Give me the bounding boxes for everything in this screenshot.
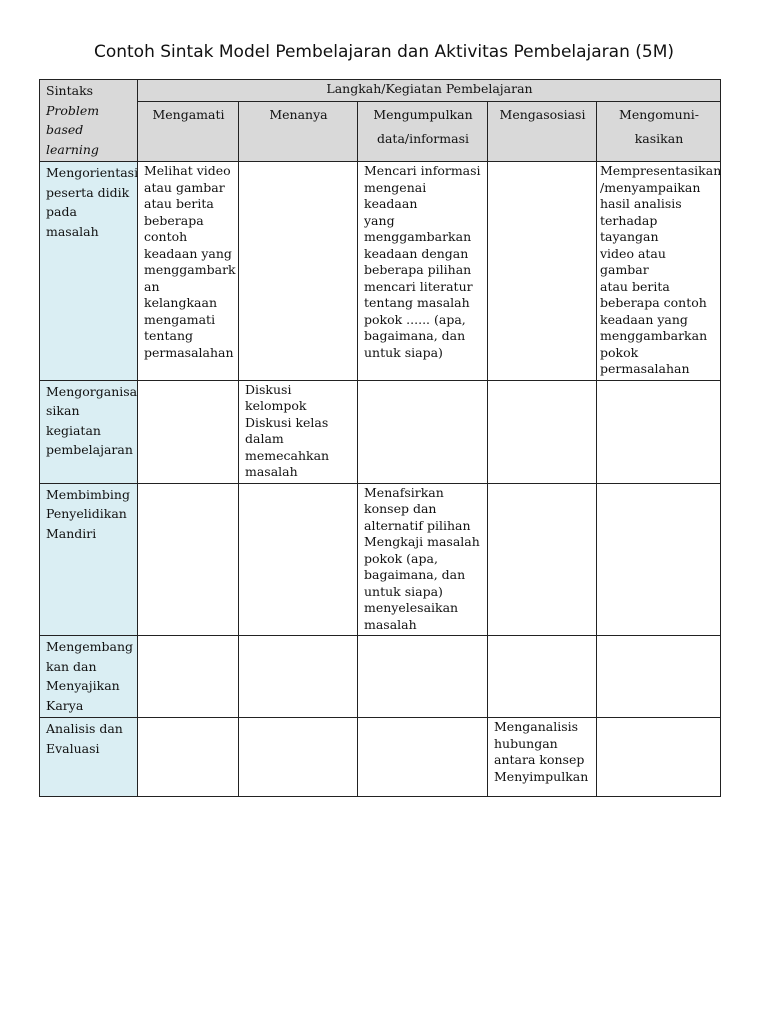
activity-cell: [597, 718, 721, 797]
table-row: [40, 162, 721, 381]
activity-line: pokok ...... (apa,: [364, 311, 466, 327]
column-header: [488, 101, 597, 161]
stage-cell: [40, 380, 138, 483]
activity-cell: [239, 718, 358, 797]
stage-line: pada masalah: [46, 204, 99, 239]
activity-cell: [138, 162, 239, 381]
activity-cell: [488, 718, 597, 797]
activity-line: dalam: [245, 431, 284, 446]
activity-cell: [138, 636, 239, 718]
activity-line: terhadap tayangan: [600, 212, 659, 244]
activity-line: keadaan yang: [600, 311, 688, 327]
column-header-line: Mengasosiasi: [499, 106, 586, 122]
activity-cell: [488, 636, 597, 718]
activity-line: Menyimpulkan: [494, 768, 589, 784]
stage-line: Mandiri: [46, 525, 97, 541]
activity-cell: [488, 483, 597, 636]
activity-line: Melihat video: [144, 163, 231, 178]
activity-line: tentang masalah: [364, 295, 470, 310]
stage-line: Mengembang: [46, 639, 134, 654]
column-header: [138, 101, 239, 161]
activity-line: Menganalisis: [494, 719, 579, 734]
activity-cell: [239, 380, 358, 483]
activity-line: kelompok: [245, 398, 307, 413]
column-header-line: kasikan: [634, 130, 684, 146]
table-row: [40, 636, 721, 718]
activity-line: menggambarkan: [364, 229, 472, 244]
stage-cell: [40, 162, 138, 381]
activity-line: /menyampaikan: [600, 179, 701, 195]
stage-line: Mengorganisa: [46, 383, 138, 399]
stage-line: Karya: [46, 697, 84, 713]
activity-cell: [597, 483, 721, 636]
activity-cell: [597, 636, 721, 718]
activity-line: mencari literatur: [364, 278, 473, 294]
activity-cell: [488, 162, 597, 381]
activity-line: tentang: [144, 328, 193, 343]
stage-cell: [40, 483, 138, 636]
activity-line: Diskusi: [245, 381, 292, 397]
activity-line: an kelangkaan: [144, 278, 218, 310]
sintaks-label: Sintaks: [46, 83, 94, 98]
activity-line: beberapa: [144, 212, 204, 228]
activity-line: pokok: [600, 344, 639, 360]
activity-line: yang: [364, 212, 395, 228]
activity-line: keadaan dengan: [364, 245, 469, 261]
sintaks-header-cell: [40, 80, 138, 162]
activity-line: antara konsep: [494, 752, 585, 767]
column-header: [358, 101, 488, 161]
activity-line: pokok (apa,: [364, 550, 438, 566]
model-label-line: learning: [46, 141, 99, 157]
activity-line: keadaan yang: [144, 245, 232, 261]
activity-line: untuk siapa): [364, 583, 443, 599]
activity-cell: [358, 380, 488, 483]
activity-line: mengamati: [144, 311, 216, 327]
activity-cell: [358, 718, 488, 797]
activity-line: permasalahan: [144, 344, 234, 360]
activity-line: untuk siapa): [364, 344, 443, 360]
table-row: [40, 483, 721, 636]
activity-line: Mengkaji masalah: [364, 534, 480, 549]
activity-line: Diskusi kelas: [245, 414, 329, 430]
stage-line: Penyelidikan: [46, 506, 127, 521]
activity-line: hasil analisis: [600, 196, 682, 211]
activity-line: video atau gambar: [600, 245, 666, 277]
activity-line: menggambark: [144, 262, 236, 277]
activity-line: bagaimana, dan: [364, 328, 466, 343]
stage-cell: [40, 718, 138, 797]
syntax-table: [39, 79, 721, 797]
column-header: [239, 101, 358, 161]
stage-line: sikan kegiatan: [46, 403, 101, 438]
stage-line: Analisis dan: [46, 721, 123, 736]
activity-cell: [488, 380, 597, 483]
stage-line: Evaluasi: [46, 740, 100, 756]
activity-cell: [239, 636, 358, 718]
activity-cell: [239, 162, 358, 381]
page-title: Contoh Sintak Model Pembelajaran dan Aktivitas Pembelajaran (5M): [93, 42, 675, 62]
activity-cell: [358, 636, 488, 718]
activity-cell: [358, 483, 488, 636]
activity-line: mengenai keadaan: [364, 179, 427, 211]
stage-cell: [40, 636, 138, 718]
activity-cell: [239, 483, 358, 636]
activity-cell: [138, 483, 239, 636]
table-row: [40, 718, 721, 797]
activity-line: menyelesaikan: [364, 600, 459, 615]
activity-line: atau gambar: [144, 179, 225, 195]
activity-line: atau berita: [600, 278, 670, 294]
activity-line: Menafsirkan: [364, 484, 444, 500]
column-header-line: Mengomuni-: [619, 106, 699, 122]
model-label-line: Problem: [46, 102, 100, 118]
column-header: [597, 101, 721, 161]
activity-cell: [358, 162, 488, 381]
stage-line: Mengorientasi: [46, 165, 139, 180]
stage-line: pembelajaran: [46, 442, 133, 457]
activity-line: alternatif pilihan: [364, 517, 471, 533]
activity-line: memecahkan: [245, 447, 330, 463]
column-header-line: Menanya: [269, 106, 328, 122]
activity-line: bagaimana, dan: [364, 567, 466, 582]
activity-line: contoh: [144, 229, 188, 244]
activity-cell: [597, 162, 721, 381]
stage-line: Membimbing: [46, 486, 130, 502]
activity-line: beberapa pilihan: [364, 262, 472, 277]
column-header-line: data/informasi: [376, 130, 470, 146]
activity-line: Mempresentasikan: [600, 163, 722, 178]
activity-line: masalah: [245, 464, 298, 479]
column-header-line: Mengumpulkan: [373, 106, 473, 122]
activity-line: hubungan: [494, 735, 558, 751]
activity-cell: [138, 380, 239, 483]
stage-line: kan dan: [46, 658, 97, 674]
activity-cell: [138, 718, 239, 797]
activity-line: permasalahan: [600, 361, 690, 376]
activity-line: konsep dan: [364, 501, 437, 516]
stage-line: peserta didik: [46, 184, 130, 200]
activity-line: Mencari informasi: [364, 163, 481, 178]
activity-line: beberapa contoh: [600, 295, 707, 310]
column-header-line: Mengamati: [152, 106, 225, 122]
table-row: [40, 380, 721, 483]
activity-line: masalah: [364, 616, 417, 632]
stage-line: Menyajikan: [46, 678, 120, 693]
activity-cell: [597, 380, 721, 483]
activity-line: atau berita: [144, 196, 214, 211]
model-label-line: based: [46, 122, 84, 137]
activity-line: menggambarkan: [600, 328, 708, 343]
group-header: Langkah/Kegiatan Pembelajaran: [138, 80, 721, 102]
